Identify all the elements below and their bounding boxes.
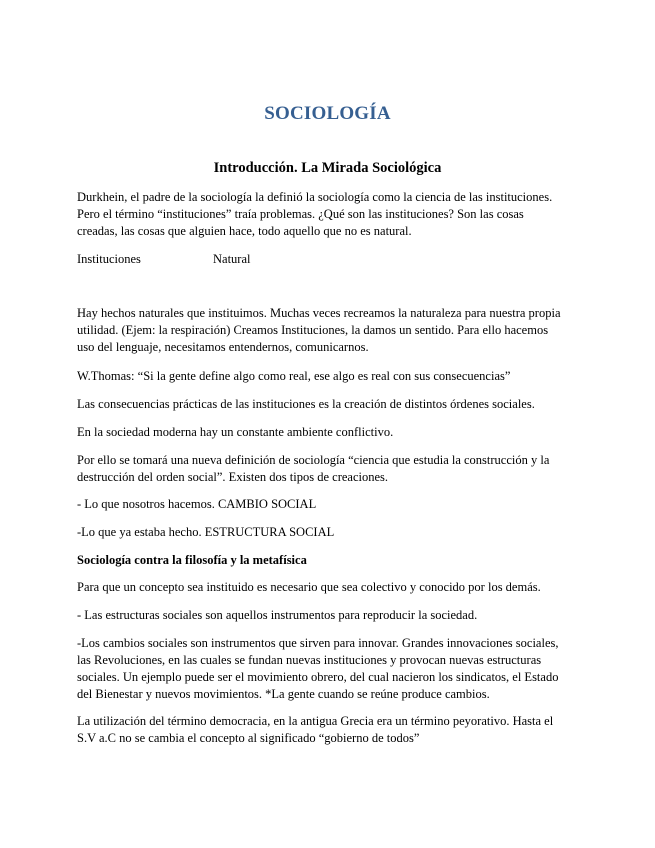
paragraph-hechos-naturales <box>77 305 582 356</box>
text-line: sociales. Un ejemplo puede ser el movimiento obrero, del cual nacieron los sindicatos, el Estado <box>77 670 559 684</box>
paragraph-nueva-definicion <box>77 452 582 486</box>
list-item-cambio-social: - Lo que nosotros hacemos. CAMBIO SOCIAL <box>77 497 317 511</box>
page-title: SOCIOLOGÍA <box>264 103 391 124</box>
text-line: Pero el término “instituciones” traía problemas. ¿Qué son las instituciones? Son las cosas <box>77 207 524 221</box>
row-label-instituciones: Instituciones <box>77 252 141 266</box>
text-line: creadas, las cosas que alguien hace, todo aquello que no es natural. <box>77 224 412 238</box>
text-line: Hay hechos naturales que instituimos. Muchas veces recreamos la naturaleza para nuestra propia <box>77 306 561 320</box>
text-line: S.V a.C no se cambia el concepto al significado “gobierno de todos” <box>77 731 420 745</box>
text-line: -Los cambios sociales son instrumentos que sirven para innovar. Grandes innovaciones sociales, <box>77 636 559 650</box>
text-line: del Bienestar y nuevos movimientos. *La gente cuando se reúne produce cambios. <box>77 687 490 701</box>
paragraph-thomas-quote: W.Thomas: “Si la gente define algo como real, ese algo es real con sus consecuencias” <box>77 369 511 383</box>
list-item-estructura-social: -Lo que ya estaba hecho. ESTRUCTURA SOCIAL <box>77 525 335 539</box>
text-line: La utilización del término democracia, en la antigua Grecia era un término peyorativo. Hasta el <box>77 714 554 728</box>
text-line: uso del lenguaje, necesitamos entendernos, comunicarnos. <box>77 340 369 354</box>
text-line: Por ello se tomará una nueva definición de sociología “ciencia que estudia la construcción y la <box>77 453 550 467</box>
section-heading: Introducción. La Mirada Sociológica <box>213 160 442 176</box>
row-label-natural: Natural <box>213 252 251 266</box>
paragraph-democracia <box>77 713 582 747</box>
instituciones-natural-row <box>77 251 582 268</box>
paragraph-estructuras-sociales: - Las estructuras sociales son aquellos instrumentos para reproducir la sociedad. <box>77 608 478 622</box>
paragraph-durkheim <box>77 189 582 240</box>
paragraph-sociedad-moderna: En la sociedad moderna hay un constante ambiente conflictivo. <box>77 425 394 439</box>
paragraph-consecuencias: Las consecuencias prácticas de las instituciones es la creación de distintos órdenes sociales. <box>77 397 535 411</box>
paragraph-concepto-instituido: Para que un concepto sea instituido es necesario que sea colectivo y conocido por los demás. <box>77 580 541 594</box>
subsection-heading: Sociología contra la filosofía y la metafísica <box>77 553 307 567</box>
paragraph-cambios-sociales <box>77 635 582 703</box>
text-line: destrucción del orden social”. Existen dos tipos de creaciones. <box>77 470 389 484</box>
text-line: utilidad. (Ejem: la respiración) Creamos Instituciones, la damos un sentido. Para ello hacemos <box>77 323 549 337</box>
text-line: Durkhein, el padre de la sociología la definió la sociología como la ciencia de las instituciones. <box>77 190 553 204</box>
text-line: las Revoluciones, en las cuales se fundan nuevas instituciones y provocan nuevas estructuras <box>77 653 542 667</box>
